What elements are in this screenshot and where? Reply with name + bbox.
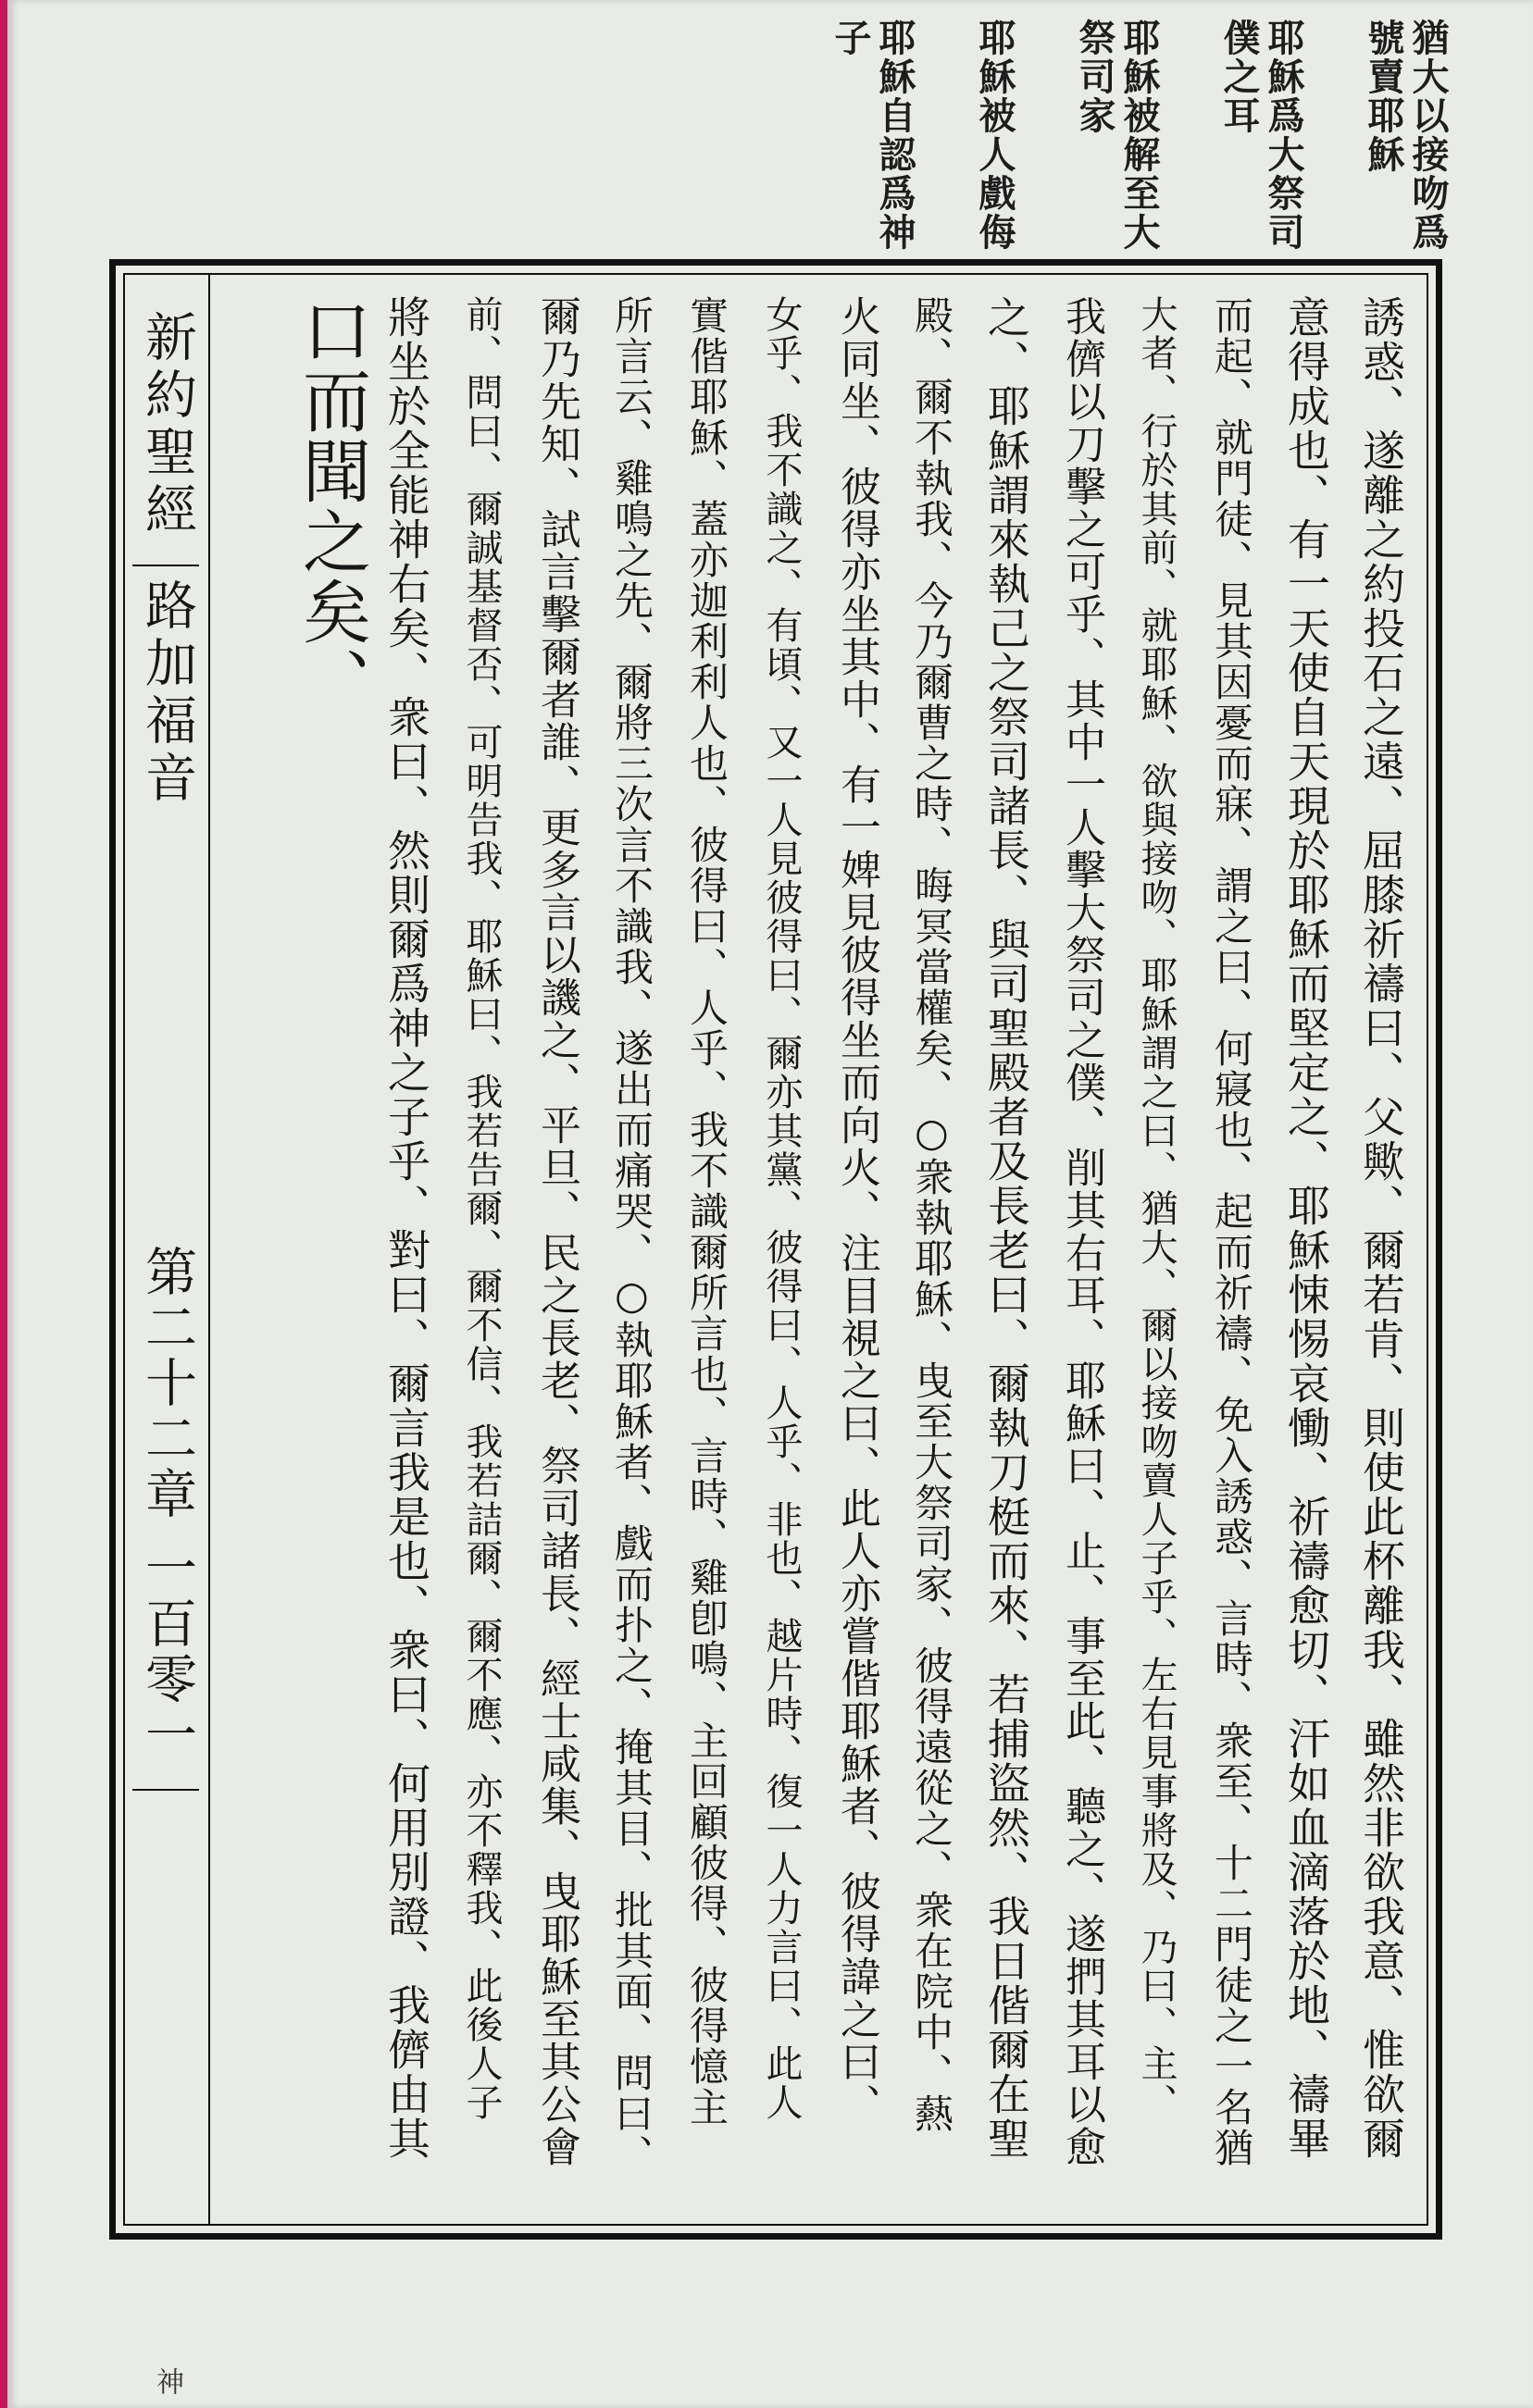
divider [132, 565, 199, 566]
divider [132, 1789, 199, 1791]
text-column: 大者、行於其前、就耶穌、欲與接吻、耶穌謂之曰、猶大、爾以接吻賣人子乎、左右見事將及、乃曰、主、 [1135, 295, 1178, 2122]
text-column: 前、問曰、爾誠基督否、可明告我、耶穌曰、我若告爾、爾不信、我若詰爾、爾不應、亦不釋我、此後人子 [460, 295, 503, 2122]
margin-notes [828, 19, 1450, 278]
running-header [123, 273, 210, 2226]
margin-note: 耶穌自認爲神子 [829, 19, 916, 252]
margin-note: 耶穌被解至大祭司家 [1073, 19, 1160, 252]
text-frame [109, 259, 1442, 2240]
text-column: 火同坐、彼得亦坐其中、有一婢見彼得坐而向火、注目視之曰、此人亦嘗偕耶穌者、彼得諱之曰、 [833, 295, 880, 2126]
text-column: 殿、爾不執我、今乃爾曹之時、晦冥當權矣、○衆執耶穌、曳至大祭司家、彼得遠從之、衆在院中、爇 [909, 295, 954, 2134]
chapter-label: 第二十二章 [137, 1245, 197, 1522]
text-column: 將坐於全能神右矣、衆曰、然則爾爲神之子乎、對曰、爾言我是也、衆曰、何用別證、我儕由其 [381, 295, 431, 2161]
text-column: 所言云、雞鳴之先、爾將三次言不識我、遂出而痛哭、○執耶穌者、戲而扑之、掩其目、批其面、問曰、 [609, 295, 654, 2175]
text-column: 誘惑、遂離之約投石之遠、屈膝祈禱曰、父歟、爾若肯、則使此杯離我、雖然非欲我意、惟欲爾 [1356, 295, 1406, 2161]
text-column: 口而聞之矣、 [292, 295, 371, 717]
gospel-title: 路加福音 [137, 578, 197, 808]
text-column: 而起、就門徒、見其因憂而寐、謂之曰、何寢也、起而祈禱、免入誘惑、言時、衆至、十二門徒之一名猶 [1209, 295, 1254, 2168]
text-column: 女乎、我不識之、有頃、又一人見彼得曰、爾亦其黨、彼得曰、人乎、非也、越片時、復一人力言曰、此人 [760, 295, 803, 2122]
text-column: 爾乃先知、試言擊爾者誰、更多言以譏之、平旦、民之長老、祭司諸長、經士咸集、曳耶穌至其公會 [533, 295, 580, 2168]
text-column: 之、耶穌謂來執己之祭司諸長、與司聖殿者及長老曰、爾執刀梃而來、若捕盜然、我日偕爾在聖 [981, 295, 1031, 2161]
footer-mark: 神 [151, 2367, 183, 2395]
page-number: 一百零一 [137, 1541, 197, 1763]
text-column: 意得成也、有一天使自天現於耶穌而堅定之、耶穌悚惕哀慟、祈禱愈切、汗如血滴落於地、禱畢 [1281, 295, 1331, 2161]
text-columns [292, 273, 1428, 2226]
book-title: 新約聖經 [137, 310, 197, 540]
margin-note: 耶穌爲大祭司僕之耳 [1217, 19, 1304, 252]
margin-note: 耶穌被人戲侮 [973, 19, 1016, 252]
text-column: 我儕以刀擊之可乎、其中一人擊大祭司之僕、削其右耳、耶穌曰、止、事至此、聽之、遂捫其耳以愈 [1058, 295, 1105, 2168]
book-page [7, 0, 1533, 2408]
margin-note: 猶大以接吻爲號賣耶穌 [1362, 19, 1449, 252]
text-column: 實偕耶穌、蓋亦迦利利人也、彼得曰、人乎、我不識爾所言也、言時、雞卽鳴、主回顧彼得、彼得憶主 [684, 295, 729, 2128]
